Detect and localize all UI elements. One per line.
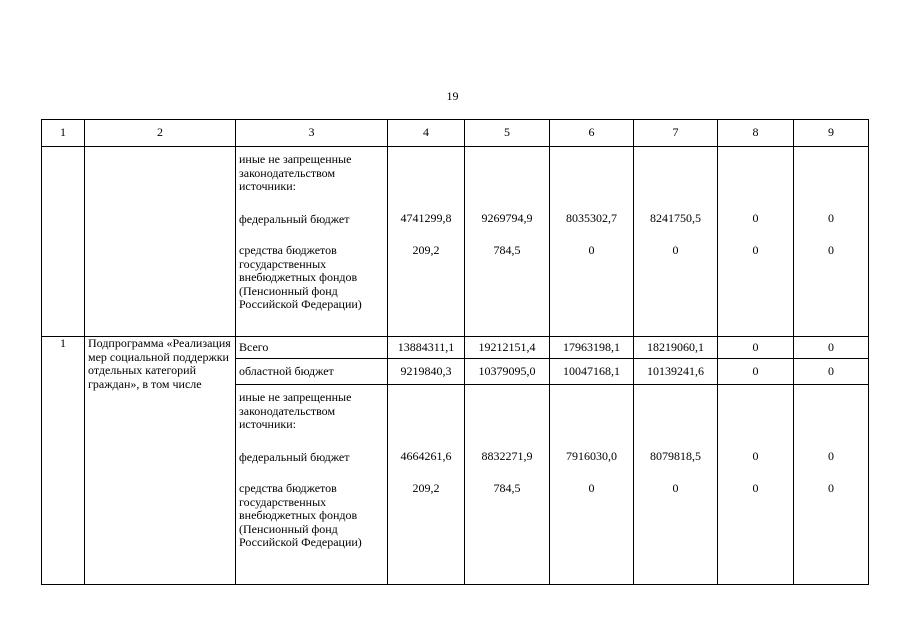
header-cell: 4 [388, 120, 465, 147]
header-cell: 5 [465, 120, 550, 147]
subprogram-name-cell: Подпрограмма «Реализация мер социальной поддержки отдельных категорий граждан», в том числе [85, 337, 236, 585]
value-cell [465, 385, 550, 585]
regional-value: 10139241,6 [634, 359, 718, 385]
federal-value: 8035302,7 [566, 211, 617, 225]
funds-value: 0 [828, 242, 834, 257]
header-cell: 2 [85, 120, 236, 147]
funds-value: 0 [672, 480, 679, 495]
value-cell [388, 147, 465, 337]
total-value: 13884311,1 [388, 337, 465, 359]
source-label-total: Всего [236, 337, 388, 359]
source-cell [236, 147, 388, 337]
value-cell [634, 147, 718, 337]
federal-value: 0 [752, 211, 759, 225]
value-cell [718, 385, 794, 585]
total-value: 17963198,1 [550, 337, 634, 359]
source-label-federal: федеральный бюджет [239, 449, 350, 464]
total-value: 18219060,1 [634, 337, 718, 359]
funds-value: 0 [752, 242, 759, 257]
federal-value: 0 [828, 449, 834, 463]
federal-value: 8241750,5 [650, 211, 701, 225]
source-label-funds: средства бюджетов государственных внебюджетных фондов (Пенсионный фонд Российской Федерации) [239, 243, 362, 311]
header-cell: 1 [42, 120, 85, 147]
federal-value: 9269794,9 [481, 211, 533, 225]
funds-value: 209,2 [412, 480, 440, 495]
regional-value: 10379095,0 [465, 359, 550, 385]
funds-value: 0 [828, 480, 834, 495]
federal-value: 7916030,0 [566, 449, 617, 463]
source-label-regional: областной бюджет [236, 359, 388, 385]
source-label-other: иные не запрещенные законодательством источники: [239, 390, 352, 431]
funds-value: 0 [588, 242, 595, 257]
table-row-total [42, 337, 869, 359]
value-cell [794, 147, 869, 337]
header-cell: 6 [550, 120, 634, 147]
funds-value: 0 [672, 242, 679, 257]
federal-value: 8832271,9 [481, 449, 533, 463]
index-cell: 1 [42, 337, 85, 585]
page-number: 19 [446, 89, 459, 103]
funds-value: 0 [752, 480, 759, 495]
regional-value: 10047168,1 [550, 359, 634, 385]
regional-value: 9219840,3 [388, 359, 465, 385]
federal-value: 4664261,6 [400, 449, 452, 463]
header-cell: 7 [634, 120, 718, 147]
funds-value: 784,5 [493, 242, 521, 257]
name-cell [85, 147, 236, 337]
header-cell: 9 [794, 120, 869, 147]
value-cell [550, 385, 634, 585]
value-cell [550, 147, 634, 337]
budget-table [41, 119, 869, 585]
regional-value: 0 [718, 359, 794, 385]
source-label-other: иные не запрещенные законодательством источники: [239, 152, 352, 193]
table-header-row [42, 120, 869, 147]
federal-value: 0 [828, 211, 834, 225]
index-cell [42, 147, 85, 337]
federal-value: 8079818,5 [650, 449, 701, 463]
source-label-funds: средства бюджетов государственных внебюджетных фондов (Пенсионный фонд Российской Федерации) [239, 481, 362, 549]
value-cell [634, 385, 718, 585]
federal-value: 0 [752, 449, 759, 463]
value-cell [718, 147, 794, 337]
value-cell [465, 147, 550, 337]
source-cell [236, 385, 388, 585]
header-cell: 3 [236, 120, 388, 147]
table-row [42, 147, 869, 337]
funds-value: 0 [588, 480, 595, 495]
header-cell: 8 [718, 120, 794, 147]
total-value: 19212151,4 [465, 337, 550, 359]
funds-value: 209,2 [412, 242, 440, 257]
federal-value: 4741299,8 [400, 211, 452, 225]
value-cell [794, 385, 869, 585]
value-cell [388, 385, 465, 585]
total-value: 0 [794, 337, 869, 359]
source-label-federal: федеральный бюджет [239, 211, 350, 226]
regional-value: 0 [794, 359, 869, 385]
total-value: 0 [718, 337, 794, 359]
funds-value: 784,5 [493, 480, 521, 495]
